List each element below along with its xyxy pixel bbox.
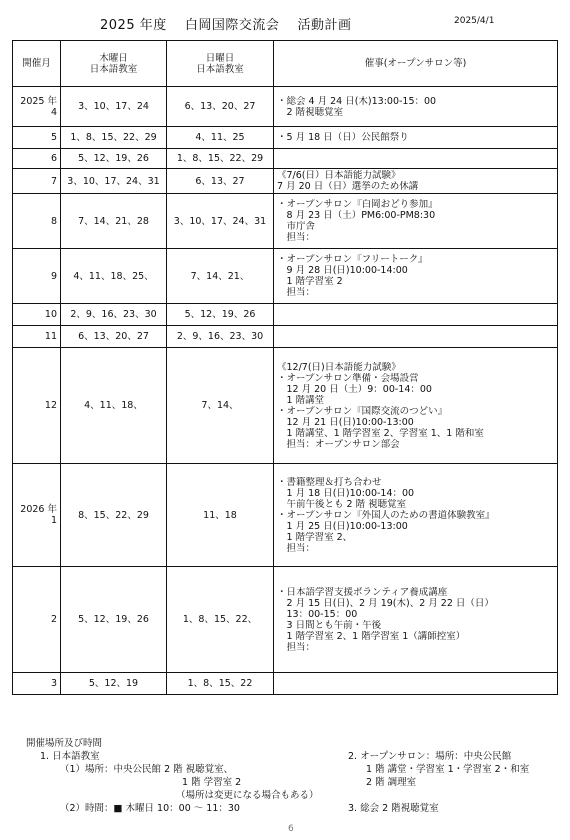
page-number: 6 bbox=[288, 824, 294, 834]
sunday-dates-cell: 7、14、 bbox=[167, 348, 274, 464]
table-row bbox=[13, 249, 558, 304]
events-cell bbox=[274, 169, 558, 194]
sunday-dates-cell: 1、8、15、22 bbox=[167, 673, 274, 695]
event-line: ・オープンサロン『フリートーク』 bbox=[277, 254, 428, 265]
thursday-dates-cell: 2、9、16、23、30 bbox=[61, 304, 167, 326]
event-line: 担当： bbox=[277, 641, 316, 653]
month-cell: 3 bbox=[13, 673, 61, 695]
thursday-dates-cell: 4、11、18、 bbox=[61, 348, 167, 464]
page-title: 2025 年度 白岡国際交流会 活動計画 bbox=[100, 18, 352, 33]
events-cell bbox=[274, 464, 558, 567]
month-cell: 12 bbox=[13, 348, 61, 464]
event-line: 1 月 25 日(日)10:00-13:00 bbox=[277, 520, 408, 532]
header-month: 開催月 bbox=[13, 41, 61, 87]
venue-note-open-salon-rooms: 1 階 講堂・学習室 1・学習室 2・和室 bbox=[366, 764, 530, 775]
events-cell bbox=[274, 127, 558, 149]
event-line: 12 月 21 日(日)10:00-13:00 bbox=[277, 416, 414, 428]
sunday-dates-cell: 5、12、19、26 bbox=[167, 304, 274, 326]
sunday-dates-cell: 1、8、15、22、 bbox=[167, 567, 274, 673]
event-line: 担当：オープンサロン部会 bbox=[277, 438, 400, 450]
month-cell: 11 bbox=[13, 326, 61, 348]
activity-plan-table bbox=[12, 40, 558, 695]
month-cell: 2025 年 4 bbox=[13, 87, 61, 127]
thursday-dates-cell: 3、10、17、24、31 bbox=[61, 169, 167, 194]
events-cell bbox=[274, 194, 558, 249]
month-cell: 2026 年 1 bbox=[13, 464, 61, 567]
event-line: ・オープンサロン『外国人のための書道体験教室』 bbox=[277, 509, 495, 521]
event-line: 1 月 18 日(日)10:00-14：00 bbox=[277, 487, 415, 499]
events-cell bbox=[274, 348, 558, 464]
sunday-dates-cell: 1、8、15、22、29 bbox=[167, 149, 274, 169]
header-sunday-class: 日曜日 日本語教室 bbox=[167, 41, 274, 87]
event-line: 2 月 15 日(日)、2 月 19(木)、2 月 22 日（日） bbox=[277, 597, 494, 609]
table-row bbox=[13, 326, 558, 348]
events-cell bbox=[274, 567, 558, 673]
table-row bbox=[13, 348, 558, 464]
events-cell bbox=[274, 673, 558, 695]
venue-note-open-salon-rooms-2: 2 階 調理室 bbox=[366, 777, 417, 788]
event-line: 1 階学習室 2、 bbox=[277, 531, 353, 543]
month-cell: 10 bbox=[13, 304, 61, 326]
events-cell bbox=[274, 326, 558, 348]
event-line: ・オープンサロン準備・会場設営 bbox=[277, 372, 419, 384]
venue-note-change: （場所は変更になる場合もある） bbox=[176, 790, 319, 801]
event-line: 13：00-15：00 bbox=[277, 608, 358, 620]
event-line: ・日本語学習支援ボランティア養成講座 bbox=[277, 586, 448, 598]
thursday-dates-cell: 3、10、17、24 bbox=[61, 87, 167, 127]
event-line: 3 日間とも午前・午後 bbox=[277, 619, 382, 631]
table-row bbox=[13, 87, 558, 127]
month-cell: 9 bbox=[13, 249, 61, 304]
event-line: 1 階学習室 2 bbox=[277, 276, 343, 287]
event-line: 1 階講堂、1 階学習室 2、学習室 1、1 階和室 bbox=[277, 427, 484, 439]
sunday-dates-cell: 7、14、21、 bbox=[167, 249, 274, 304]
event-line: 9 月 28 日(日)10:00-14:00 bbox=[277, 265, 408, 276]
thursday-dates-cell: 6、13、20、27 bbox=[61, 326, 167, 348]
event-line: 2 階視聴覚室 bbox=[277, 106, 344, 118]
event-line: 市庁舎 bbox=[277, 221, 316, 232]
table-row bbox=[13, 194, 558, 249]
event-line: ・オープンサロン『白岡おどり参加』 bbox=[277, 199, 438, 210]
sunday-dates-cell: 4、11、25 bbox=[167, 127, 274, 149]
event-line: 7 月 20 日（日）選挙のため休講 bbox=[277, 181, 419, 192]
header-events: 催事(オープンサロン等) bbox=[274, 41, 558, 87]
thursday-dates-cell: 7、14、21、28 bbox=[61, 194, 167, 249]
thursday-dates-cell: 5、12、19 bbox=[61, 673, 167, 695]
venue-heading: 開催場所及び時間 bbox=[26, 738, 103, 749]
event-line: 担当： bbox=[277, 232, 316, 243]
sunday-dates-cell: 6、13、20、27 bbox=[167, 87, 274, 127]
sunday-dates-cell: 6、13、27 bbox=[167, 169, 274, 194]
event-line: ・オープンサロン『国際交流のつどい』 bbox=[277, 405, 448, 417]
event-line: 1 階講堂 bbox=[277, 394, 325, 406]
venue-note-open-salon: 2. オープンサロン：場所：中央公民館 bbox=[348, 751, 512, 762]
month-cell: 8 bbox=[13, 194, 61, 249]
event-line: 8 月 23 日（土）PM6:00-PM8:30 bbox=[277, 210, 436, 221]
header-thursday-class: 木曜日 日本語教室 bbox=[61, 41, 167, 87]
sunday-dates-cell: 2、9、16、23、30 bbox=[167, 326, 274, 348]
thursday-dates-cell: 1、8、15、22、29 bbox=[61, 127, 167, 149]
table-row bbox=[13, 127, 558, 149]
thursday-dates-cell: 4、11、18、25、 bbox=[61, 249, 167, 304]
table-row bbox=[13, 567, 558, 673]
event-line: 午前午後とも 2 階 視聴覚室 bbox=[277, 498, 407, 510]
table-row bbox=[13, 304, 558, 326]
month-cell: 5 bbox=[13, 127, 61, 149]
month-cell: 2 bbox=[13, 567, 61, 673]
sunday-dates-cell: 11、18 bbox=[167, 464, 274, 567]
event-line: ・書籍整理＆打ち合わせ bbox=[277, 476, 382, 488]
event-line: 担当： bbox=[277, 287, 316, 298]
events-cell bbox=[274, 304, 558, 326]
venue-note-japanese-class: 1. 日本語教室 bbox=[40, 751, 100, 762]
month-cell: 7 bbox=[13, 169, 61, 194]
event-line: 1 階学習室 2、1 階学習室 1（講師控室） bbox=[277, 630, 466, 642]
document-date: 2025/4/1 bbox=[454, 16, 495, 26]
table-header-row bbox=[13, 41, 558, 87]
event-line: 《12/7(日)日本語能力試験》 bbox=[277, 361, 401, 373]
table-row bbox=[13, 464, 558, 567]
events-cell bbox=[274, 249, 558, 304]
venue-note-general-meeting: 3. 総会 2 階視聴覚室 bbox=[348, 803, 439, 814]
month-cell: 6 bbox=[13, 149, 61, 169]
events-cell bbox=[274, 87, 558, 127]
event-line: ・5 月 18 日（日）公民館祭り bbox=[277, 132, 409, 143]
table-row bbox=[13, 673, 558, 695]
sunday-dates-cell: 3、10、17、24、31 bbox=[167, 194, 274, 249]
venue-note-place-2: 1 階 学習室 2 bbox=[182, 777, 242, 788]
thursday-dates-cell: 5、12、19、26 bbox=[61, 149, 167, 169]
events-cell bbox=[274, 149, 558, 169]
table-row bbox=[13, 169, 558, 194]
event-line: 担当： bbox=[277, 542, 316, 554]
event-line: 12 月 20 日（土）9：00-14：00 bbox=[277, 383, 432, 395]
venue-note-time: （2）時間：■ 木曜日 10：00 ～ 11：30 bbox=[60, 803, 240, 814]
thursday-dates-cell: 8、15、22、29 bbox=[61, 464, 167, 567]
table-row bbox=[13, 149, 558, 169]
event-line: ・総会 4 月 24 日(木)13:00-15：00 bbox=[277, 95, 437, 107]
venue-note-place: （1）場所：中央公民館 2 階 視聴覚室、 bbox=[60, 764, 234, 775]
event-line: 《7/6(日）日本語能力試験》 bbox=[277, 170, 401, 181]
thursday-dates-cell: 5、12、19、26 bbox=[61, 567, 167, 673]
